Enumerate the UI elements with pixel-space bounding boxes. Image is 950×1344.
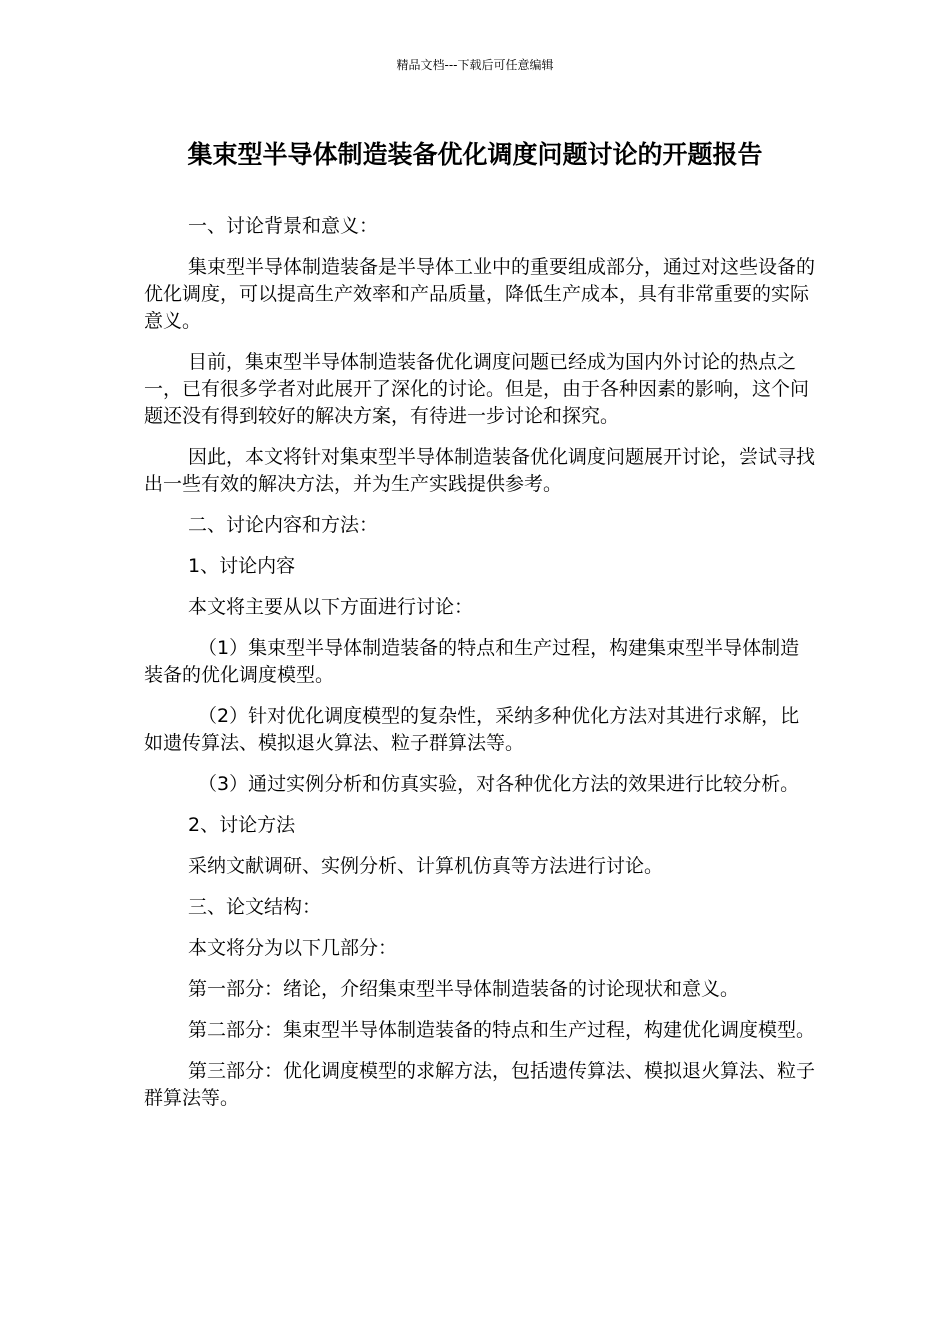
section-heading-background: 一、讨论背景和意义： (188, 215, 379, 237)
paragraph-part-two: 第二部分：集束型半导体制造装备的特点和生产过程，构建优化调度模型。 (188, 1019, 816, 1041)
section-heading-structure: 三、论文结构： (188, 896, 322, 918)
paragraph-content-intro: 本文将主要从以下方面进行讨论： (188, 596, 474, 618)
paragraph-part-three: 第三部分：优化调度模型的求解方法，包括遗传算法、模拟退火算法、粒子群算法等。 (144, 1060, 816, 1109)
list-item-content-1: （1）集束型半导体制造装备的特点和生产过程，构建集束型半导体制造装备的优化调度模型。 (144, 637, 800, 686)
paragraph-background-importance: 集束型半导体制造装备是半导体工业中的重要组成部分，通过对这些设备的优化调度，可以提高生产效率和产品质量，降低生产成本，具有非常重要的实际意义。 (144, 256, 816, 332)
subheading-content: 1、讨论内容 (188, 555, 296, 577)
paragraph-methods: 采纳文献调研、实例分析、计算机仿真等方法进行讨论。 (188, 855, 664, 877)
section-heading-content-methods: 二、讨论内容和方法： (188, 514, 379, 536)
document-body (144, 213, 816, 1126)
document-title: 集束型半导体制造装备优化调度问题讨论的开题报告 (187, 140, 763, 169)
paragraph-part-one: 第一部分：绪论，介绍集束型半导体制造装备的讨论现状和意义。 (188, 978, 740, 1000)
subheading-methods: 2、讨论方法 (188, 814, 296, 836)
paragraph-research-status: 目前，集束型半导体制造装备优化调度问题已经成为国内外讨论的热点之一，已有很多学者对此展开了深化的讨论。但是，由于各种因素的影响，这个问题还没有得到较好的解决方案，有待进一步讨论和探究。 (144, 351, 810, 427)
header-note: 精品文档---下载后可任意编辑 (396, 58, 554, 72)
paragraph-structure-intro: 本文将分为以下几部分： (188, 937, 398, 959)
paragraph-research-goal: 因此，本文将针对集束型半导体制造装备优化调度问题展开讨论，尝试寻找出一些有效的解决方法，并为生产实践提供参考。 (144, 446, 816, 495)
list-item-content-2: （2）针对优化调度模型的复杂性，采纳多种优化方法对其进行求解，比如遗传算法、模拟退火算法、粒子群算法等。 (144, 705, 800, 754)
list-item-content-3: （3）通过实例分析和仿真实验，对各种优化方法的效果进行比较分析。 (198, 773, 800, 795)
